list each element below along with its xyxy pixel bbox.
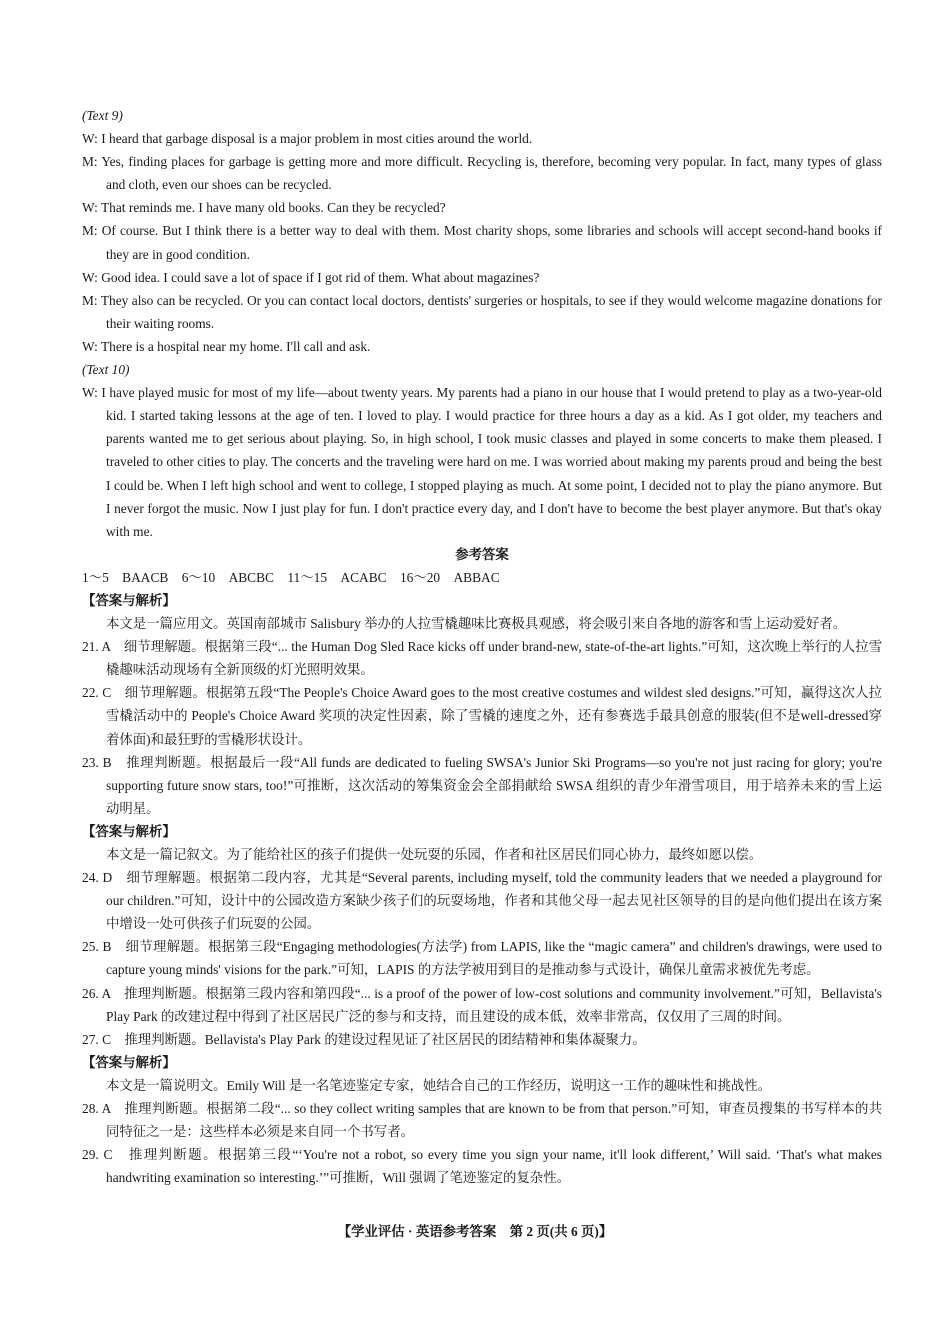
page-footer: 【学业评估 · 英语参考答案 第 2 页(共 6 页)】 — [337, 1224, 613, 1239]
monologue-paragraph: W: I have played music for most of my life—about twenty years. My parents had a piano in our house that I would pretend to play as a two-year-old kid. I started taking lessons at the age of ten. I loved to play. I would practice for three hours a day as a kid. As I got older, my teachers and parents wanted me to get serious about playing. So, in high school, I took music classes and played in some concerts to make them pleased. I traveled to other cities to play. The concerts and the traveling were hard on me. I was worried about making my parents proud and being the best I could be. When I left high school and went to college, I stopped playing as much. At some point, I decided not to play the piano anymore. But I never forgot the music. Now I just play for fun. I don't practice every day, and I don't have to become the best player anymore. But that's okay with me. — [82, 385, 882, 539]
dialogue-line: W: I heard that garbage disposal is a major problem in most cities around the world. — [82, 131, 533, 147]
dialogue-line: W: Good idea. I could save a lot of space if I got rid of them. What about magazines? — [82, 269, 540, 285]
section-b-intro: 本文是一篇记叙文。为了能给社区的孩子们提供一处玩耍的乐园，作者和社区居民们同心协力，最终如愿以偿。 — [106, 847, 763, 862]
explanation-item: 21. A 细节理解题。根据第三段“... the Human Dog Sled Race kicks off under brand-new, state-of-the-art lights.”可知，这次晚上举行的人拉雪橇趣味活动现场有全新顶级的灯光照明效果。 — [82, 639, 882, 678]
answer-page — [82, 104, 882, 1189]
dialogue-line: M: Of course. But I think there is a better way to deal with them. Most charity shops, some libraries and schools will accept second-hand books if they are in good condition. — [82, 223, 882, 262]
dialogue-line: W: That reminds me. I have many old books. Can they be recycled? — [82, 200, 446, 216]
text10-label: (Text 10) — [82, 362, 130, 378]
section-c-intro: 本文是一篇说明文。Emily Will 是一名笔迹鉴定专家，她结合自己的工作经历，说明这一工作的趣味性和挑战性。 — [106, 1077, 772, 1093]
explanation-item: 28. A 推理判断题。根据第二段“... so they collect writing samples that are known to be from that person.”可知，审查员搜集的书写样本的共同特征之一是：这些样本必须是来自同一个书写者。 — [82, 1101, 882, 1140]
dialogue-line: W: There is a hospital near my home. I'll call and ask. — [82, 338, 371, 354]
explanation-item: 24. D 细节理解题。根据第二段内容，尤其是“Several parents, including myself, told the community leaders that we needed a playground for our children.”可知，设计中的公园改造方案缺少孩子们的玩耍场地，作者和其他父母一起去见社区领导的目的是向他们提出在该方案中增设一处可供孩子们玩耍的公园。 — [82, 870, 882, 932]
text9-label: (Text 9) — [82, 108, 123, 123]
dialogue-line: M: Yes, finding places for garbage is getting more and more difficult. Recycling is, therefore, becoming very popular. In fact, many types of glass and cloth, even our shoes can be recycled. — [82, 154, 882, 193]
explanation-item: 29. C 推理判断题。根据第三段“‘You're not a robot, so every time you sign your name, it'll look different,’ Will said. ‘That's what makes handwriting examination so interesting.’”可推断，Will 强调了笔迹鉴定的复杂性。 — [82, 1147, 882, 1186]
section-c-heading: 【答案与解析】 — [82, 1054, 176, 1070]
answers-heading: 参考答案 — [455, 546, 509, 562]
answer-key-line: 1～5 BAACB 6～10 ABCBC 11～15 ACABC 16～20 ABBAC — [82, 569, 500, 585]
explanation-item: 23. B 推理判断题。根据最后一段“All funds are dedicated to fueling SWSA's Junior Ski Programs—so you're not just racing for glory; you're supporting future snow stars, too!”可推断，这次活动的筹集资金会全部捐献给 SWSA 组织的青少年滑雪项目，用于培养未来的雪上运动明星。 — [82, 754, 882, 816]
explanation-item: 22. C 细节理解题。根据第五段“The People's Choice Award goes to the most creative costumes and wildest sled designs.”可知，赢得这次人拉雪橇活动中的 People's Choice Award 奖项的决定性因素，除了雪橇的速度之外，还有参赛选手最具创意的服装(但不是well-dressed穿着体面)和最狂野的雪橇形状设计。 — [82, 685, 882, 747]
explanation-item: 26. A 推理判断题。根据第三段内容和第四段“... is a proof of the power of low-cost solutions and community involvement.”可知，Bellavista's Play Park 的改建过程中得到了社区居民广泛的参与和支持，而且建设的成本低，效率非常高，仅仅用了三周的时间。 — [82, 985, 882, 1024]
section-a-heading: 【答案与解析】 — [82, 592, 176, 608]
section-a-intro: 本文是一篇应用文。英国南部城市 Salisbury 举办的人拉雪橇趣味比赛极具观感，将会吸引来自各地的游客和雪上运动爱好者。 — [106, 616, 847, 632]
explanation-item: 25. B 细节理解题。根据第三段“Engaging methodologies(方法学) from LAPIS, like the “magic camera” and children's drawings, were used to capture young minds' visions for the park.”可知，LAPIS 的方法学被用到目的是推动参与式设计，确保儿童需求被优先考虑。 — [82, 939, 882, 978]
dialogue-line: M: They also can be recycled. Or you can contact local doctors, dentists' surgeries or hospitals, to see if they would welcome magazine donations for their waiting rooms. — [82, 292, 882, 331]
section-b-heading: 【答案与解析】 — [82, 823, 176, 839]
explanation-item: 27. C 推理判断题。Bellavista's Play Park 的建设过程见证了社区居民的团结精神和集体凝聚力。 — [82, 1031, 646, 1047]
